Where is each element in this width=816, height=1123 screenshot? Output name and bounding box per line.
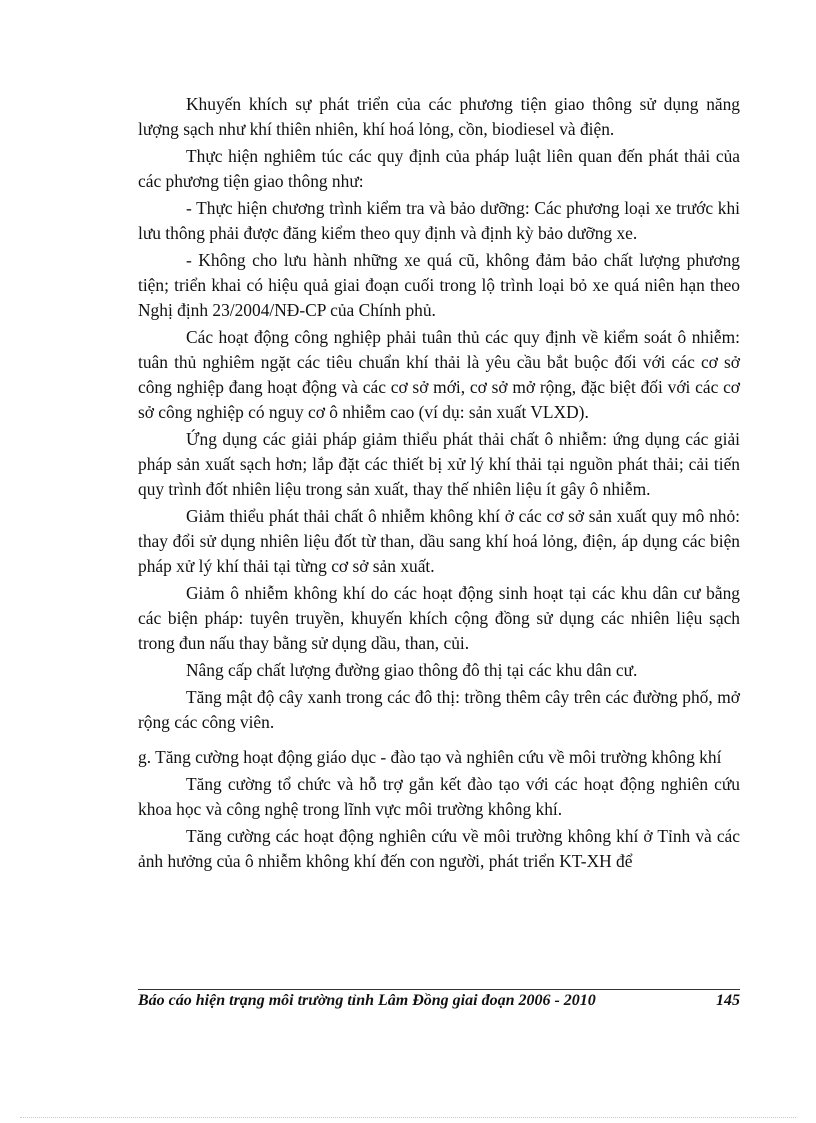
paragraph-emission-regulations: Thực hiện nghiêm túc các quy định của pháp luật liên quan đến phát thải của các phương tiện giao thông như: (138, 146, 740, 191)
paragraph-research-activities: Tăng cường các hoạt động nghiên cứu về môi trường không khí ở Tỉnh và các ảnh hưởng của ô nhiễm không khí đến con người, phát triển KT-XH để (138, 826, 740, 871)
page-bottom-edge (20, 1117, 796, 1118)
document-body (138, 92, 740, 876)
paragraph-road-upgrade: Nâng cấp chất lượng đường giao thông đô thị tại các khu dân cư. (186, 660, 638, 680)
paragraph-small-scale-production: Giảm thiểu phát thải chất ô nhiễm không khí ở các cơ sở sản xuất quy mô nhỏ: thay đổi sử dụng nhiên liệu đốt từ than, dầu sang khí hoá lỏng, điện, áp dụng các biện pháp xử lý khí thải tại từng cơ sở sản xuất. (138, 506, 740, 576)
paragraph-residential-pollution: Giảm ô nhiễm không khí do các hoạt động sinh hoạt tại các khu dân cư bằng các biện pháp: tuyên truyền, khuyến khích cộng đồng sử dụng các nhiên liệu sạch trong đun nấu thay bằng sử dụng dầu, than, củi. (138, 583, 740, 653)
paragraph-old-vehicle-ban: - Không cho lưu hành những xe quá cũ, không đảm bảo chất lượng phương tiện; triển khai có hiệu quả giai đoạn cuối trong lộ trình loại bỏ xe quá niên hạn theo Nghị định 23/2004/NĐ-CP của Chính phủ. (138, 250, 740, 320)
paragraph-inspection-program: - Thực hiện chương trình kiểm tra và bảo dưỡng: Các phương loại xe trước khi lưu thông phải được đăng kiểm theo quy định và định kỳ bảo dưỡng xe. (138, 198, 740, 243)
paragraph-clean-energy-vehicles: Khuyến khích sự phát triển của các phương tiện giao thông sử dụng năng lượng sạch như khí thiên nhiên, khí hoá lỏng, cồn, biodiesel và điện. (138, 94, 740, 139)
paragraph-industrial-compliance: Các hoạt động công nghiệp phải tuân thủ các quy định về kiểm soát ô nhiễm: tuân thủ nghiêm ngặt các tiêu chuẩn khí thải là yêu cầu bắt buộc đối với các cơ sở công nghiệp đang hoạt động và các cơ sở mới, cơ sở mở rộng, đặc biệt đối với các cơ sở công nghiệp có nguy cơ ô nhiễm cao (ví dụ: sản xuất VLXD). (138, 327, 740, 422)
paragraph-green-trees: Tăng mật độ cây xanh trong các đô thị: trồng thêm cây trên các đường phố, mở rộng các công viên. (138, 687, 740, 732)
paragraph-training-research: Tăng cường tổ chức và hỗ trợ gắn kết đào tạo với các hoạt động nghiên cứu khoa học và công nghệ trong lĩnh vực môi trường không khí. (138, 774, 740, 819)
page-footer (138, 992, 740, 1010)
section-heading-g: g. Tăng cường hoạt động giáo dục - đào tạo và nghiên cứu về môi trường không khí (138, 747, 722, 767)
footer-divider (138, 989, 740, 990)
page-number: 145 (716, 992, 740, 1009)
paragraph-emission-reduction: Ứng dụng các giải pháp giảm thiểu phát thải chất ô nhiễm: ứng dụng các giải pháp sản xuất sạch hơn; lắp đặt các thiết bị xử lý khí thải tại nguồn phát thải; cải tiến quy trình đốt nhiên liệu trong sản xuất, thay thế nhiên liệu ít gây ô nhiễm. (138, 429, 740, 499)
footer-report-title: Báo cáo hiện trạng môi trường tỉnh Lâm Đồng giai đoạn 2006 - 2010 (138, 992, 596, 1009)
